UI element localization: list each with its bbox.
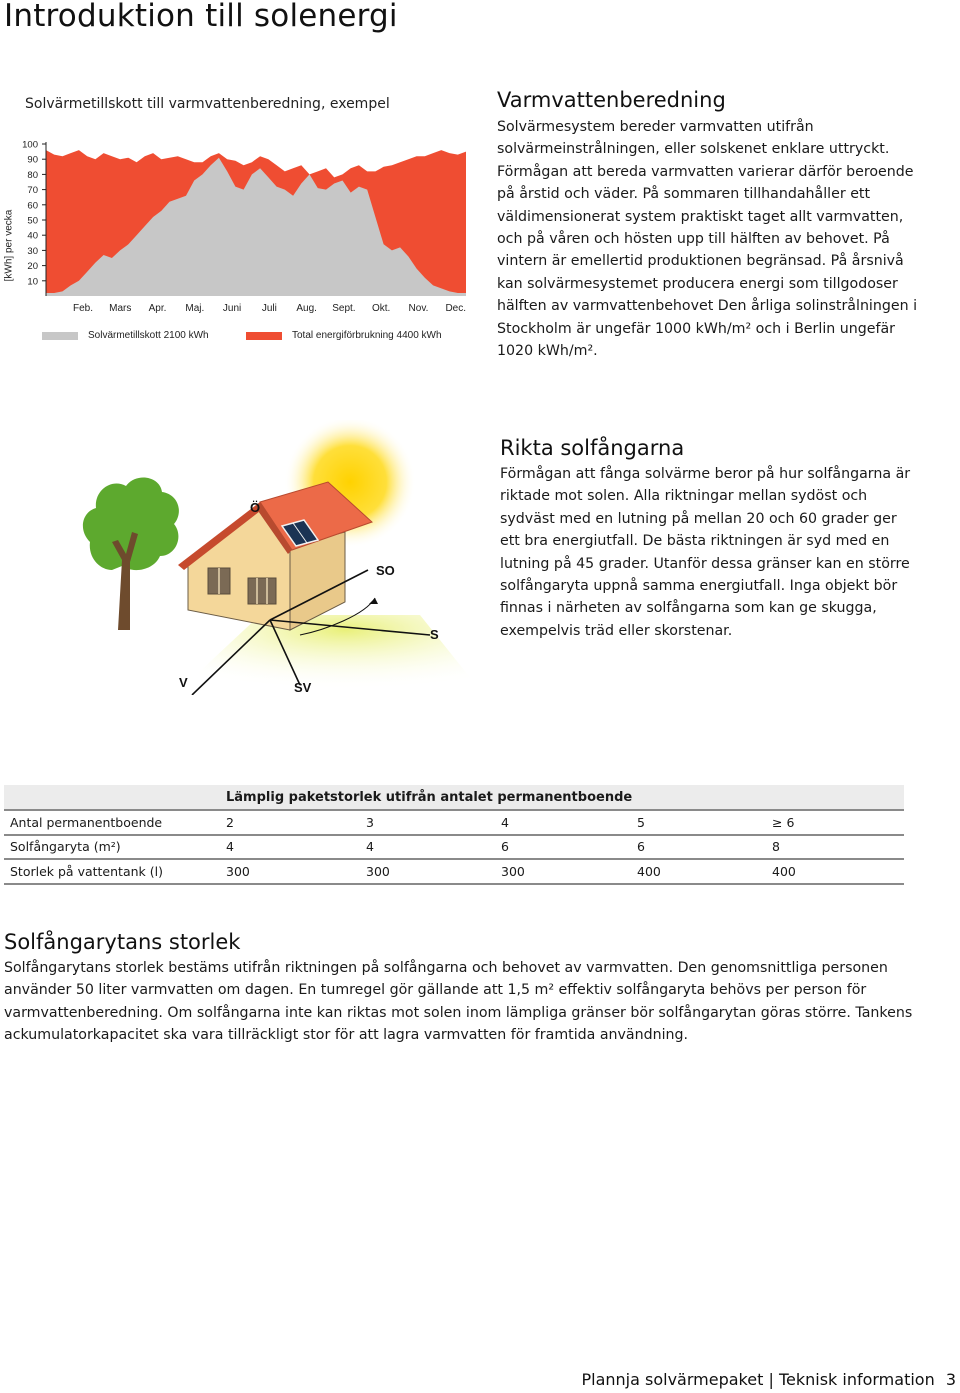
- x-tick-label: Okt.: [372, 303, 391, 314]
- table-row: [4, 859, 904, 884]
- legend-item-total: [246, 330, 442, 341]
- y-tick-label: 30: [27, 245, 38, 257]
- table-cell: 400: [772, 859, 904, 884]
- x-tick-label: Apr.: [148, 303, 167, 314]
- footer-separator: |: [768, 1370, 774, 1389]
- table-cell: 8: [772, 835, 904, 860]
- page-number: 3: [945, 1370, 956, 1389]
- table-header-row: [4, 785, 904, 810]
- y-tick-label: 60: [27, 200, 38, 212]
- chart-y-axis-label: [kWh] per vecka: [3, 209, 15, 282]
- table-row: [4, 835, 904, 860]
- compass-label-south: S: [430, 627, 439, 642]
- y-tick-label: 50: [27, 215, 38, 227]
- x-tick-label: Nov.: [408, 303, 429, 314]
- table-cell: 2: [226, 810, 366, 835]
- x-tick-label: Aug.: [296, 303, 317, 314]
- varmvatten-paragraph: Solvärmesystem bereder varmvatten utifrån solvärmeinstrålningen, eller solskenet enklare uttryckt. Förmågan att bereda varmvatten varierar därför beroende på årstid och väder. På sommaren tillhandahåller ett väldimensionerat system praktiskt taget allt varmvatten, och på våren och hösten upp till hälften av behovet. På vintern är emellertid produktionen begränsad. På årsnivå kan solvärmesystemet producera energi som tillgodoser hälften av varmvattenbehovet Den årliga solinstrålningen i Stockholm är ungefär 1000 kWh/m² och i Berlin ungefär 1020 kWh/m².: [497, 119, 918, 360]
- x-tick-label: Mars: [109, 303, 132, 314]
- y-tick-label: 80: [27, 169, 38, 181]
- y-tick-label: 90: [27, 154, 38, 166]
- table-cell: 6: [637, 835, 772, 860]
- house-sun-illustration: [60, 420, 480, 695]
- legend-label-total: Total energiförbrukning 4400 kWh: [292, 330, 442, 341]
- y-tick-label: 100: [22, 139, 38, 151]
- table-cell: 4: [226, 835, 366, 860]
- house-icon: [178, 482, 372, 630]
- page-title: Introduktion till solenergi: [4, 0, 398, 34]
- table-cell: 300: [366, 859, 501, 884]
- y-tick-label: 20: [27, 261, 38, 273]
- storlek-paragraph: Solfångarytans storlek bestäms utifrån riktningen på solfångarna och behovet av varmvatten. Den genomsnittliga personen använder 50 liter varmvatten om dagen. En tumregel gör gällande att 1,5 m² effektiv solfångaryta behövs per person för varmvattenberedning. Om solfångarna inte kan riktas mot solen inom lämpliga gränser bör solfångarytan göras större. Tankens ackumulatorkapacitet ska vara tillräckligt stor för att lagra varmvatten för framtida användning.: [4, 960, 913, 1044]
- x-tick-label: Sept.: [332, 303, 356, 314]
- legend-item-solar: [42, 330, 209, 341]
- table-header: Lämplig paketstorlek utifrån antalet permanentboende: [226, 785, 904, 810]
- footer-product: Plannja solvärmepaket: [581, 1370, 764, 1389]
- table-cell: 3: [366, 810, 501, 835]
- table-cell: 300: [226, 859, 366, 884]
- energy-area-chart: [18, 128, 478, 323]
- table-cell: 4: [366, 835, 501, 860]
- table-row: [4, 810, 904, 835]
- chart-title: Solvärmetillskott till varmvattenberedning, exempel: [25, 96, 390, 112]
- table-cell: Antal permanentboende: [4, 810, 226, 835]
- compass-label-southeast: SO: [376, 563, 395, 578]
- y-tick-label: 40: [27, 230, 38, 242]
- table-cell: 400: [637, 859, 772, 884]
- footer-doc: Teknisk information: [778, 1370, 935, 1389]
- y-tick-label: 10: [27, 276, 38, 288]
- x-tick-label: Juni: [222, 303, 242, 314]
- table-cell: 6: [501, 835, 637, 860]
- table-cell: 4: [501, 810, 637, 835]
- legend-label-solar: Solvärmetillskott 2100 kWh: [88, 330, 209, 341]
- window-icon: [248, 578, 276, 604]
- x-tick-label: Maj.: [185, 303, 205, 314]
- table-cell: Storlek på vattentank (l): [4, 859, 226, 884]
- x-tick-label: Feb.: [72, 303, 94, 314]
- package-size-table: [4, 785, 904, 885]
- compass-label-east: Ö: [250, 500, 261, 515]
- table-cell: 300: [501, 859, 637, 884]
- compass-label-west: V: [179, 675, 188, 690]
- page-footer: [582, 1370, 957, 1389]
- table-cell: 5: [637, 810, 772, 835]
- rikta-paragraph: Förmågan att fånga solvärme beror på hur solfångarna är riktade mot solen. Alla riktningar mellan sydöst och sydväst med en lutning på mellan 20 och 60 grader ger ett bra energiutfall. De bästa riktningen är syd med en lutning på 45 grader. Utanför dessa gränser kan en större solfångaryta uppnå samma energiutfall. Inga objekt bör finnas i närheten av solfångarna som kan ge skugga, exempelvis träd eller skorstenar.: [500, 466, 911, 639]
- rikta-heading: Rikta solfångarna: [500, 436, 685, 460]
- tree-icon: [83, 477, 179, 630]
- x-tick-label: Dec.: [445, 303, 467, 314]
- x-tick-label: Juli: [261, 303, 277, 314]
- y-tick-label: 70: [27, 185, 38, 197]
- storlek-heading: Solfångarytans storlek: [4, 930, 241, 954]
- legend-swatch-red: [246, 332, 282, 340]
- legend-swatch-gray: [42, 332, 78, 340]
- table-cell: ≥ 6: [772, 810, 904, 835]
- varmvatten-heading: Varmvattenberedning: [497, 88, 726, 112]
- table-cell: Solfångaryta (m²): [4, 835, 226, 860]
- compass-label-southwest: SV: [294, 680, 312, 695]
